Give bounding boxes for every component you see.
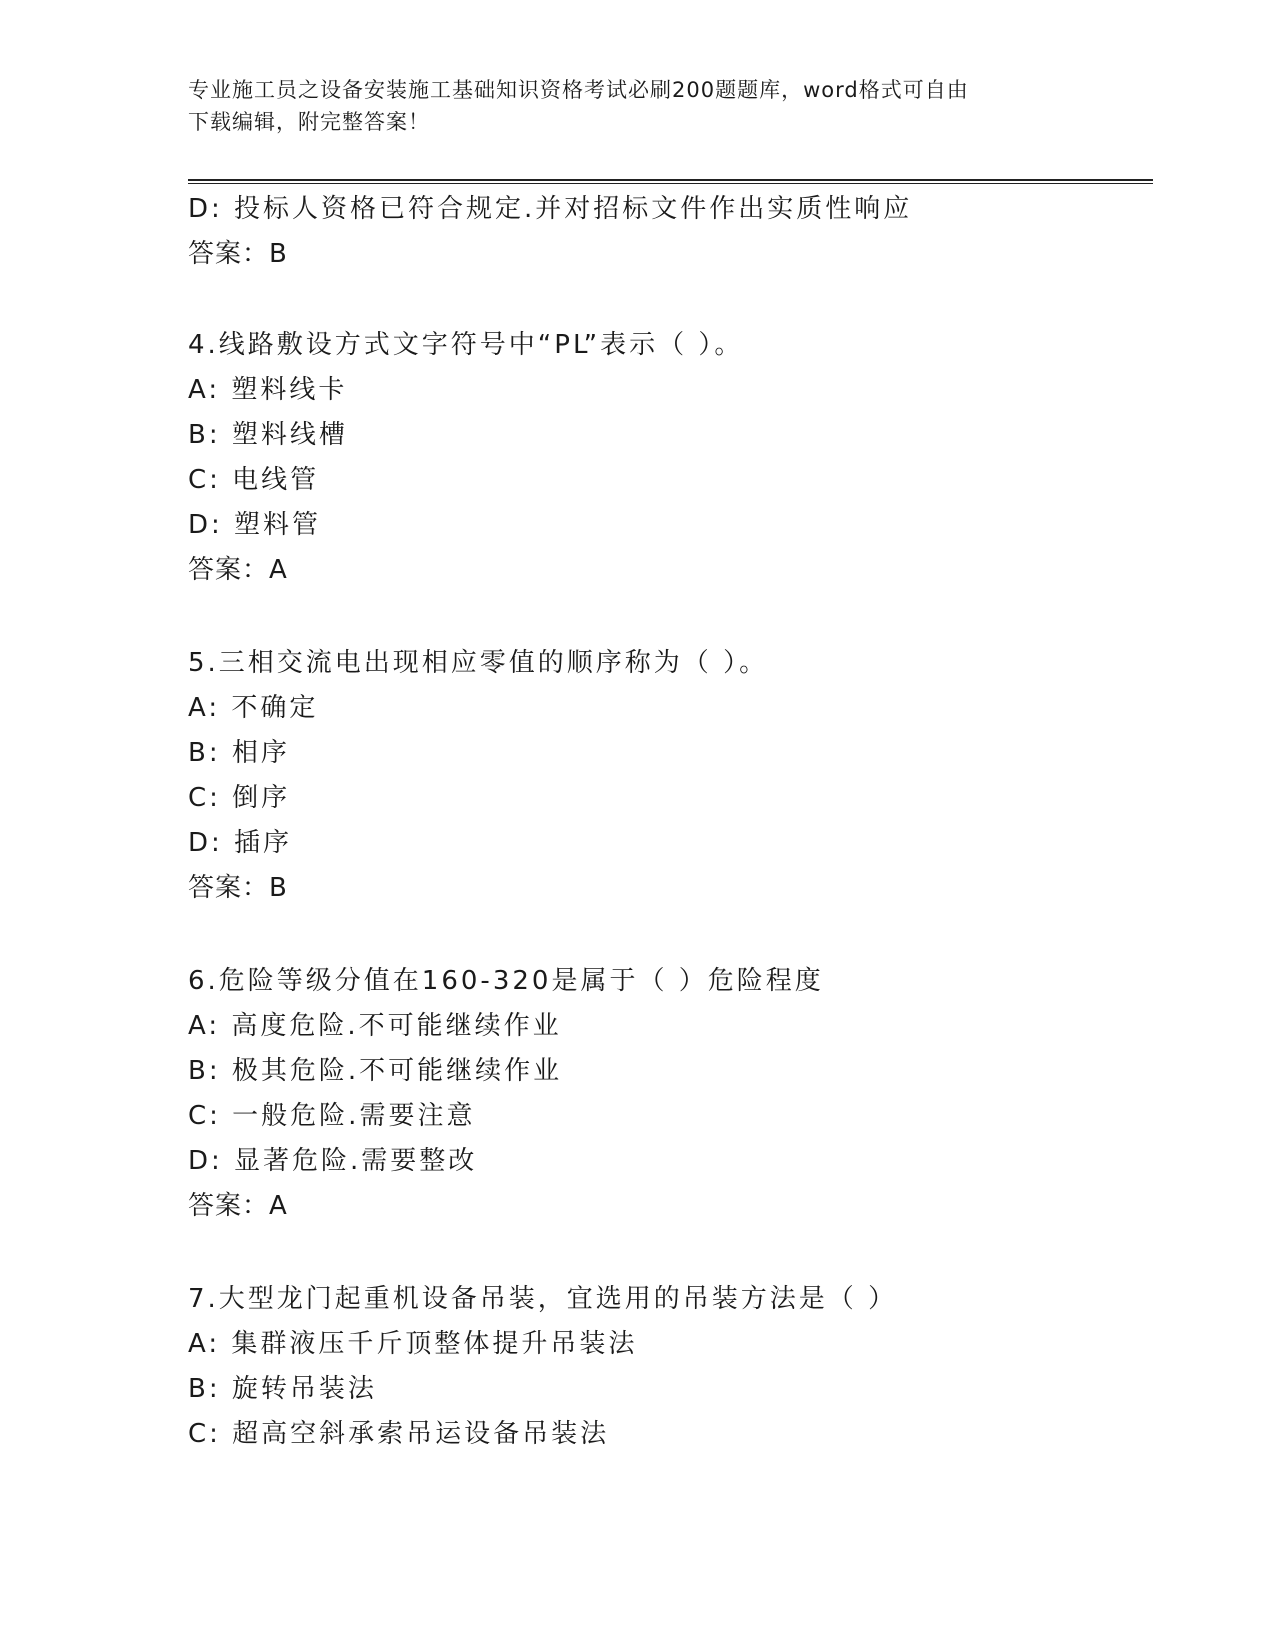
header-divider-thin	[188, 183, 1153, 184]
q6-stem: 6.危险等级分值在160-320是属于（ ）危险程度	[188, 966, 824, 996]
q5-option-a: A: 不确定	[188, 693, 319, 723]
q7-option-c: C: 超高空斜承索吊运设备吊装法	[188, 1419, 610, 1449]
q4-stem: 4.线路敷设方式文字符号中“PL”表示（ ）。	[188, 330, 744, 360]
q6-option-a: A: 高度危险.不可能继续作业	[188, 1011, 562, 1041]
q4-option-c: C: 电线管	[188, 465, 320, 495]
q4-option-b: B: 塑料线槽	[188, 420, 348, 450]
q6-answer: 答案：A	[188, 1191, 288, 1221]
q6-option-d: D: 显著危险.需要整改	[188, 1146, 478, 1176]
q4-answer: 答案：A	[188, 555, 288, 585]
q5-option-b: B: 相序	[188, 738, 290, 768]
header-line-1: 专业施工员之设备安装施工基础知识资格考试必刷200题题库，word格式可自由	[188, 78, 969, 102]
q4-option-a: A: 塑料线卡	[188, 375, 348, 405]
q5-answer: 答案：B	[188, 873, 288, 903]
header-line-2: 下载编辑，附完整答案！	[188, 110, 430, 134]
q5-option-d: D: 插序	[188, 828, 293, 858]
q4-option-d: D: 塑料管	[188, 510, 322, 540]
q3-answer: 答案：B	[188, 239, 288, 269]
q7-stem: 7.大型龙门起重机设备吊装，宜选用的吊装方法是（ ）	[188, 1284, 898, 1314]
q7-option-b: B: 旋转吊装法	[188, 1374, 377, 1404]
q5-option-c: C: 倒序	[188, 783, 291, 813]
q7-option-a: A: 集群液压千斤顶整体提升吊装法	[188, 1329, 638, 1359]
q6-option-c: C: 一般危险.需要注意	[188, 1101, 476, 1131]
document-header	[188, 74, 1068, 138]
q6-option-b: B: 极其危险.不可能继续作业	[188, 1056, 563, 1086]
header-divider-thick	[188, 179, 1153, 181]
q5-stem: 5.三相交流电出现相应零值的顺序称为（ ）。	[188, 648, 769, 678]
q3-option-d: D: 投标人资格已符合规定.并对招标文件作出实质性响应	[188, 194, 913, 224]
